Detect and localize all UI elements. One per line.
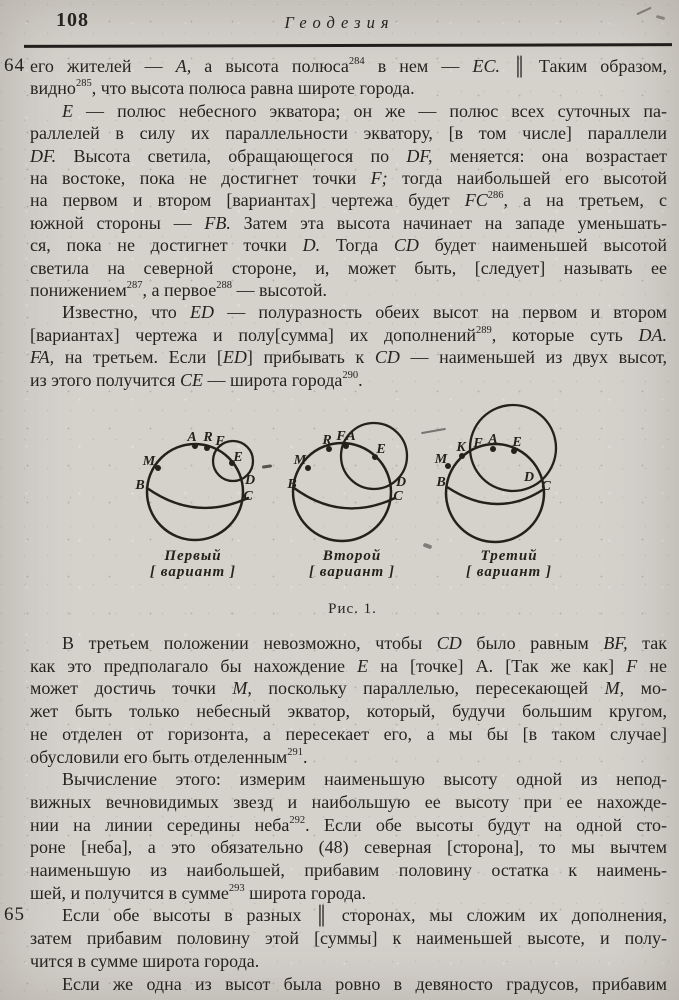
text-line: может достичь точки M, поскольку параллелью, пересекающей M, мо- [30,678,667,699]
point-label-E: E [233,450,243,465]
point-label-B: B [287,477,297,492]
text-line: понижением$^{287}$, а первое$^{288}$ — высотой. [30,280,328,301]
margin-section-number: 64 [4,55,25,76]
text-line: из этого получится CE — широта города$^{290}$. [30,369,363,390]
point-label-B: B [436,475,446,490]
diagram-caption-line: Второй [322,548,382,564]
margin-section-number: 65 [4,904,25,926]
diagram-caption-line: Первый [164,548,222,564]
point-label-A: A [488,432,498,447]
text-line: светила на северной стороне, и, может быть, [следует] называть ее [30,257,667,278]
diagram-variant-2 [286,423,407,580]
text-line: не отделен от горизонта, а пересекает его, а мы бы [в таком случае] [30,723,667,744]
diagram-variant-1 [134,430,255,580]
point-label-A: A [187,430,197,445]
point-label-F: F [336,429,346,444]
paragraph [30,973,667,996]
text-line: видно$^{285}$, что высота полюса равна широте города. [30,78,415,99]
point-label-M: M [142,454,156,469]
point-label-D: D [523,470,535,485]
diagram-variant-3 [434,405,556,580]
page-number: 108 [56,9,89,31]
point-label-F: F [473,436,483,451]
paragraph [30,632,667,768]
paragraph [30,768,667,904]
text-line: нии на линии середины неба$^{292}$. Если обе высоты будут на одной сто- [30,814,667,835]
point-label-E: E [512,435,522,450]
point-label-K: K [456,440,466,455]
point-label-C: C [243,489,253,504]
diagram-caption-line: [ вариант ] [466,564,552,580]
meridian-circle [147,444,243,540]
text-line: затем прибавим половину этой [суммы] к наименьшей высоте, и полу- [30,928,667,949]
point-dot-R [204,445,210,451]
point-label-E: E [376,442,386,457]
text-line: Известно, что ED — полуразность обеих высот на первом и втором [62,302,667,323]
point-label-R: R [203,430,213,445]
text-line: DF. Высота светила, обращающегося по DF, меняется: она возрастает [30,145,667,166]
point-label-D: D [244,473,256,488]
text-line: на востоке, пока не достигнет точки F; тогда наибольшей его высотой [30,168,667,189]
text-line: жет быть только небесный экватор, который, будучи большим кругом, [30,701,667,722]
text-line: вижных вечновидимых звезд и наибольшую ее высоту при ее нахожде- [30,791,667,812]
text-line: обусловили его быть отделенным$^{291}$. [30,746,308,767]
paragraph [4,904,667,972]
point-label-A: A [346,429,356,444]
text-line: его жителей — A, а высота полюса$^{284}$ в нем — EC. ║ Таким образом, [30,56,668,76]
text-line: шей, и получится в сумме$^{293}$ широта города. [30,882,366,903]
horizon-arc [447,487,544,504]
text-line: чится в сумме широта города. [30,950,260,971]
point-label-D: D [395,475,407,490]
text-line: В третьем положении невозможно, чтобы CD было равным BF, так [62,633,668,653]
text-line: Вычисление этого: измерим наименьшую высоту одной из непод- [62,769,667,790]
diagram-caption-line: [ вариант ] [150,564,236,580]
horizon-arc [294,488,395,508]
text-line: наименьшую из наибольшей, прибавим половину остатка к наимень- [30,860,667,881]
text-block-bottom [4,632,668,995]
text-line: как это предполагало бы нахождение E на [точке] А. [Так же как] F не [30,655,667,676]
point-label-F: F [215,434,225,449]
point-label-R: R [322,433,332,448]
text-line: Если же одна из высот была ровно в девяносто градусов, прибавим [62,973,667,994]
point-label-C: C [541,479,551,494]
point-label-M: M [293,453,307,468]
point-label-M: M [434,452,448,467]
text-line: южной стороны — FB. Затем эта высота начинает на западе уменьшать- [30,212,668,233]
text-line: E — полюс небесного экватора; он же — полюс всех суточных па- [62,100,667,121]
point-label-B: B [135,478,145,493]
text-line: на первом и втором [вариантах] чертежа будет FC$^{286}$, а на третьем, с [30,190,667,211]
figure-caption: Рис. 1. [328,601,377,617]
horizon-arc [147,488,248,508]
running-title: Геодезия [284,13,395,32]
text-line: [вариантах] чертежа и полу[сумма] их дополнений$^{289}$, которые суть DA. [30,324,667,345]
point-dot-M [155,465,161,471]
point-label-C: C [393,489,403,504]
text-line: роне [неба], а это обязательно (48) северная [сторона], то мы вычтем [30,837,667,858]
text-line: FA, на третьем. Если [ED] прибывать к CD — наименьшей из двух высот, [30,347,667,368]
text-line: ся, пока не достигнет точки D. Тогда CD будет наименьшей высотой [30,235,668,256]
diagram-caption-line: [ вариант ] [309,564,395,580]
text-line: Если обе высоты в разных ║ сторонах, мы сложим их дополнения, [62,905,667,926]
text-line: раллелей в силу их параллельности экватору, [в том числе] параллели [30,123,667,144]
diagram-caption-line: Третий [480,548,538,564]
